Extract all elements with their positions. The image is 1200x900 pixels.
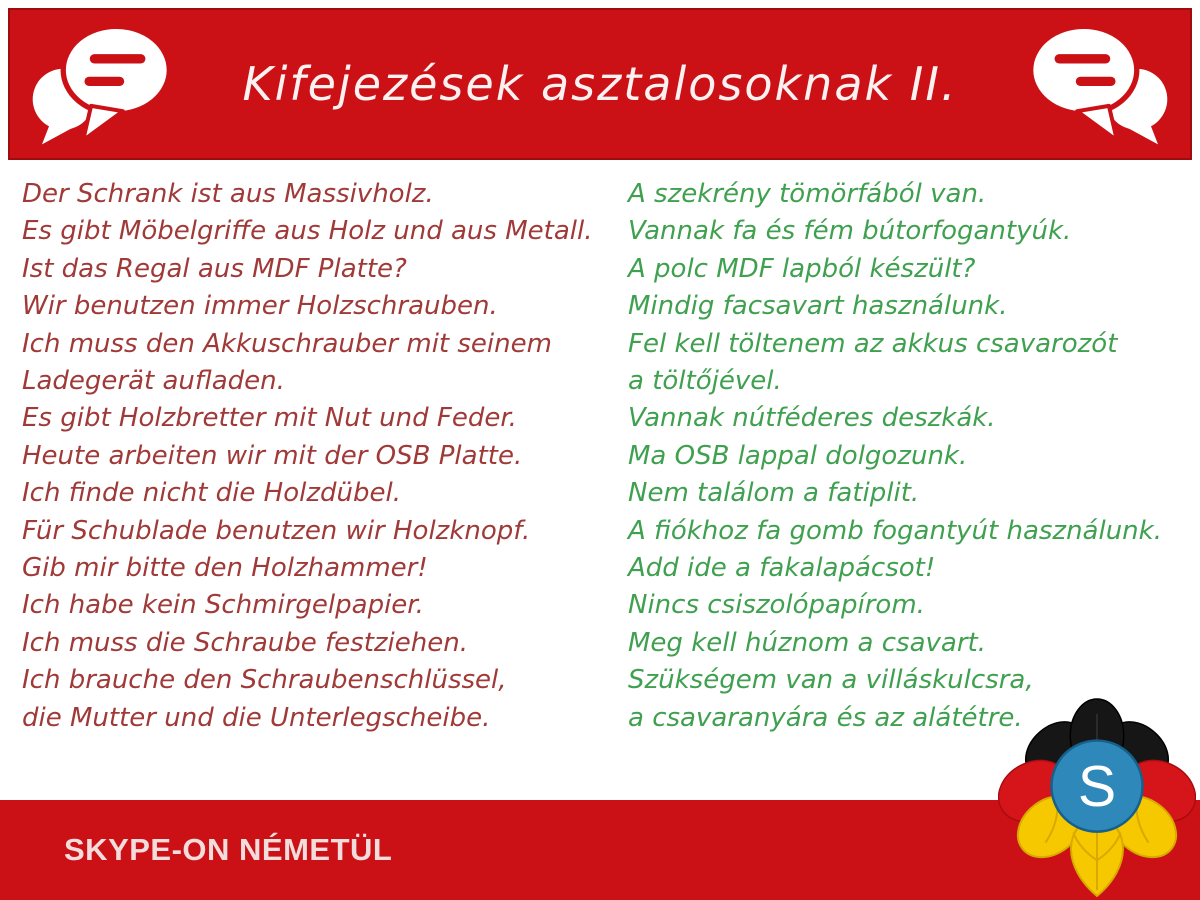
hungarian-phrase-line-11: Add ide a fakalapácsot! — [628, 553, 936, 584]
hungarian-column — [600, 176, 1200, 746]
german-phrase-line-8: Heute arbeiten wir mit der OSB Platte. — [22, 440, 523, 471]
hungarian-phrase-line-8: Ma OSB lappal dolgozunk. — [628, 440, 968, 471]
hungarian-phrase-line-9: Nem találom a fatiplit. — [628, 478, 920, 509]
hungarian-phrase-line-6: a töltőjével. — [628, 366, 782, 397]
german-phrase-line-4: Wir benutzen immer Holzschrauben. — [22, 291, 498, 322]
hungarian-phrase-line-1: A szekrény tömörfából van. — [628, 179, 987, 209]
hungarian-phrase-line-14: Szükségem van a villáskulcsra, — [628, 665, 1034, 696]
hungarian-phrase-line-2: Vannak fa és fém bútorfogantyúk. — [628, 216, 1072, 247]
flower-logo-graphic — [998, 694, 1196, 900]
page-title: Kifejezések asztalosoknak II. — [242, 57, 958, 111]
german-phrase-line-2: Es gibt Möbelgriffe aus Holz und aus Metall. — [22, 216, 593, 247]
german-column — [0, 176, 600, 746]
german-phrase-line-12: Ich habe kein Schmirgelpapier. — [22, 590, 424, 621]
german-phrase-line-6: Ladegerät aufladen. — [22, 366, 285, 397]
brand-label: SKYPE-ON NÉMETÜL — [64, 832, 393, 867]
hungarian-phrase-line-4: Mindig facsavart használunk. — [628, 291, 1008, 322]
chat-bubbles-icon — [24, 21, 182, 147]
german-phrase-line-11: Gib mir bitte den Holzhammer! — [22, 553, 428, 584]
chat-bubbles-icon-mirrored — [1018, 21, 1176, 147]
hungarian-phrase-line-5: Fel kell töltenem az akkus csavarozót — [628, 328, 1118, 359]
hungarian-phrase-line-12: Nincs csiszolópapírom. — [628, 590, 925, 621]
hungarian-phrase-line-15: a csavaranyára és az alátétre. — [628, 702, 1023, 733]
logo-letter: S — [1077, 754, 1117, 819]
german-phrase-line-13: Ich muss die Schraube festziehen. — [22, 627, 468, 658]
german-phrase-line-14: Ich brauche den Schraubenschlüssel, — [22, 665, 507, 696]
german-phrase-line-9: Ich finde nicht die Holzdübel. — [22, 478, 401, 509]
german-phrase-line-1: Der Schrank ist aus Massivholz. — [22, 179, 434, 209]
german-phrase-line-3: Ist das Regal aus MDF Platte? — [22, 253, 407, 284]
german-phrase-line-15: die Mutter und die Unterlegscheibe. — [22, 702, 491, 733]
german-phrase-line-7: Es gibt Holzbretter mit Nut und Feder. — [22, 403, 517, 434]
phrase-columns — [0, 176, 1200, 746]
hungarian-phrase-line-13: Meg kell húznom a csavart. — [628, 627, 986, 658]
hungarian-phrase-line-10: A fiókhoz fa gomb fogantyút használunk. — [628, 515, 1162, 546]
hungarian-phrase-line-7: Vannak nútféderes deszkák. — [628, 403, 996, 434]
hungarian-phrase-line-3: A polc MDF lapból készült? — [628, 253, 976, 284]
header-banner — [8, 8, 1192, 160]
german-phrase-line-10: Für Schublade benutzen wir Holzknopf. — [22, 515, 531, 546]
german-phrase-line-5: Ich muss den Akkuschrauber mit seinem — [22, 328, 552, 359]
skype-german-flower-logo — [998, 694, 1196, 900]
